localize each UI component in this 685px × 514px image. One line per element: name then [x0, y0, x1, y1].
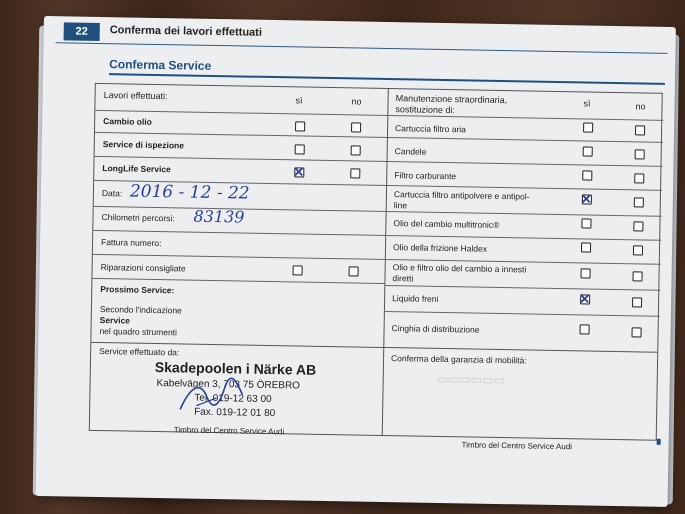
row-divider: [92, 278, 384, 284]
right-row-label-multitronic: Olio del cambio multitronic®: [393, 218, 500, 230]
olio-cambio-yes-checkbox[interactable]: [581, 268, 591, 278]
filtro-carburante-yes-checkbox[interactable]: [582, 170, 592, 180]
right-row-label-timing-belt: Cinghia di distribuzione: [391, 323, 480, 335]
candele-yes-checkbox[interactable]: [583, 146, 593, 156]
cinghia-no-checkbox[interactable]: [631, 327, 641, 337]
invoice-label: Fattura numero:: [100, 237, 162, 249]
right-stamp-caption: Timbro del Centro Service Audi: [461, 440, 573, 452]
right-row-label-spark-plugs: Candele: [394, 146, 427, 157]
row-divider: [388, 161, 663, 167]
page-number: 22: [64, 22, 100, 41]
handwritten-date: 2016 - 12 - 22: [129, 181, 250, 204]
right-column-label-line2: sostituzione di:: [395, 104, 456, 116]
row-divider: [386, 235, 661, 241]
handwritten-km: 83139: [193, 206, 245, 227]
right-yes-header: sì: [583, 98, 591, 109]
row-divider: [385, 311, 660, 317]
filtro-aria-no-checkbox[interactable]: [635, 125, 645, 135]
row-divider: [387, 211, 662, 217]
dealer-stamp-tel: Tel. 019-12 63 00: [194, 392, 272, 406]
service-booklet-page: [36, 16, 676, 507]
row-divider: [93, 230, 385, 236]
ispezione-yes-checkbox[interactable]: [295, 144, 305, 154]
row-divider: [95, 110, 387, 116]
next-service-line1: Secondo l'indicazione: [99, 304, 182, 316]
riparazioni-no-checkbox[interactable]: [349, 266, 359, 276]
left-row-label-inspection: Service di ispezione: [102, 139, 185, 151]
longlife-no-checkbox[interactable]: [350, 168, 360, 178]
left-no-header: no: [351, 96, 362, 107]
cambio-olio-no-checkbox[interactable]: [351, 122, 361, 132]
riparazioni-yes-checkbox[interactable]: [293, 265, 303, 275]
multitronic-no-checkbox[interactable]: [633, 221, 643, 231]
signature-icon: [176, 375, 247, 416]
page-corner-marker: [657, 439, 661, 445]
row-divider: [95, 132, 387, 138]
right-row-label-dsg-oil: Olio e filtro olio del cambio a innesti: [392, 262, 527, 275]
section-title: Conferma Service: [109, 57, 212, 73]
header-title: Conferma dei lavori effettuati: [109, 24, 263, 39]
multitronic-yes-checkbox[interactable]: [581, 218, 591, 228]
right-row-label-fuel-filter: Filtro carburante: [394, 170, 457, 182]
cinghia-yes-checkbox[interactable]: [580, 324, 590, 334]
row-divider: [385, 285, 660, 291]
repairs-label: Riparazioni consigliate: [100, 262, 186, 274]
row-divider: [93, 254, 385, 260]
right-row-label-pollen-filter-cont: line: [393, 200, 408, 211]
right-row-label-air-filter: Cartuccia filtro aria: [395, 123, 467, 135]
left-row-label-oil-change: Cambio olio: [103, 116, 152, 127]
dealer-stamp-name: Skadepoolen i Närke AB: [154, 358, 317, 378]
left-row-label-longlife: LongLife Service: [102, 163, 171, 175]
filtro-aria-yes-checkbox[interactable]: [583, 122, 593, 132]
column-divider: [382, 89, 389, 435]
liquido-freni-no-checkbox[interactable]: [632, 297, 642, 307]
dealer-stamp-address: Kabelvägen 3, 703 75 ÖREBRO: [156, 378, 301, 392]
filtro-carburante-no-checkbox[interactable]: [634, 173, 644, 183]
longlife-checkmark-icon: ✕: [293, 164, 305, 180]
haldex-no-checkbox[interactable]: [633, 245, 643, 255]
haldex-yes-checkbox[interactable]: [581, 242, 591, 252]
left-yes-header: sì: [295, 95, 303, 106]
dealer-stamp-fax: Fax. 019-12 01 80: [194, 406, 276, 420]
filtro-antipolline-no-checkbox[interactable]: [634, 197, 644, 207]
right-row-label-haldex: Olio della frizione Haldex: [392, 242, 488, 254]
warranty-label: Conferma della garanzia di mobilità:: [390, 353, 527, 366]
bleed-through-stamp: ▭▭▭▭▭▭: [436, 371, 505, 388]
km-label: Chilometri percorsi:: [101, 212, 175, 224]
date-label: Data:: [101, 188, 123, 199]
left-stamp-caption: Timbro del Centro Service Audi: [173, 425, 285, 437]
cambio-olio-yes-checkbox[interactable]: [295, 121, 305, 131]
row-divider: [95, 156, 387, 162]
row-divider: [388, 137, 663, 143]
right-row-label-brake-fluid: Liquido freni: [392, 293, 439, 304]
liquido-freni-checkmark-icon: ✕: [579, 291, 591, 307]
right-row-label-dsg-oil-cont: diretti: [392, 273, 414, 284]
right-row-label-pollen-filter: Cartuccia filtro antipolvere e antipol-: [393, 189, 530, 202]
section-divider: [109, 73, 665, 85]
candele-no-checkbox[interactable]: [635, 149, 645, 159]
row-divider: [388, 115, 663, 121]
service-confirmation-table: [89, 83, 663, 452]
left-column-label: Lavori effettuati:: [103, 90, 168, 102]
next-service-line2: Service: [99, 315, 131, 326]
next-service-label: Prossimo Service:: [100, 284, 175, 296]
right-column-label-line1: Manutenzione straordinaria,: [395, 93, 508, 106]
ispezione-no-checkbox[interactable]: [351, 145, 361, 155]
next-service-line3: nel quadro strumenti: [99, 326, 178, 338]
right-no-header: no: [635, 101, 646, 112]
performed-by-label: Service effettuato da:: [99, 346, 180, 358]
filtro-antipolline-checkmark-icon: ✕: [580, 191, 592, 207]
olio-cambio-no-checkbox[interactable]: [632, 271, 642, 281]
